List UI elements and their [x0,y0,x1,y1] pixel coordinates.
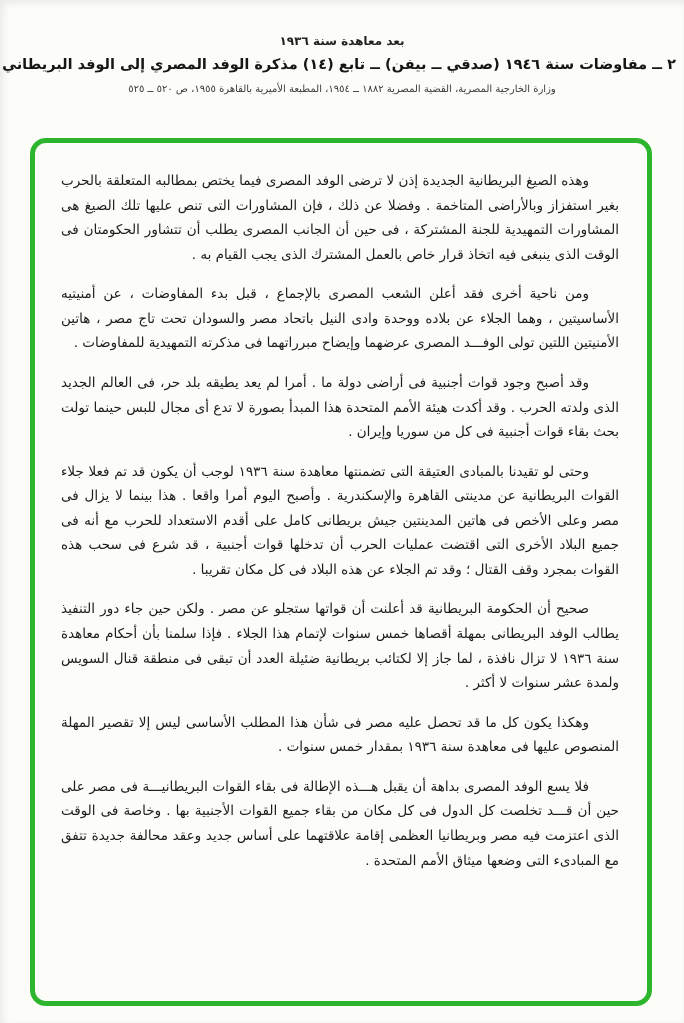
paragraph: وحتى لو تقيدنا بالمبادى العتيقة التى تضمنتها معاهدة سنة ١٩٣٦ لوجب أن يكون قد تم فعلا جلاء القوات البريطانية عن مدينتى القاهرة والإسكندرية . وأصبح اليوم أمرا واقعا . هذا بينما لا يزال فى مصر وعلى الأخص فى هاتين المدينتين جيش بريطانى كامل على أقدم الاستعداد للحرب مع أنه فى جميع البلاد الأخرى التى اقتضت عمليات الحرب أن تدخلها قوات أجنبية ، قد شرع فى سحب هذه القوات بمجرد وقف القتال ؛ وقد تم الجلاء عن هذه البلاد فى كل مكان تقريبا . [61,463,619,578]
paragraph: وقد أصبح وجود قوات أجنبية فى أراضى دولة ما . أمرا لم يعد يطيقه بلد حر، فى العالم الجديد الذى ولدته الحرب . وقد أكدت هيئة الأمم المتحدة هذا المبدأ بصورة لا تدع أى مجال للبس حينما تولت بحث بقاء قوات أجنبية فى كل من سوريا وإيران . [61,374,619,441]
paragraph: وهكذا يكون كل ما قد تحصل عليه مصر فى شأن هذا المطلب الأساسى ليس إلا تقصير المهلة المنصوص عليها فى معاهدة سنة ١٩٣٦ بمقدار خمس سنوات . [61,714,619,756]
highlighted-text-box [30,138,652,1006]
source-citation: وزارة الخارجية المصرية، القضية المصرية ١٨٨٢ ــ ١٩٥٤، المطبعة الأميرية بالقاهرة ١٩٥٥، ص ٥٢٠ ــ ٥٢٥ [128,84,556,95]
paragraph: وهذه الصيغ البريطانية الجديدة إذن لا ترضى الوفد المصرى فيما يختص بمطالبه المتعلقة بالحرب بغير استفزاز وبالأراضى المتاخمة . وفضلا عن ذلك ، فإن المشاورات التى تنص عليها تلك الصيغ هى المشاورات التمهيدية للجنة المشتركة ، فى حين أن الجانب المصرى يطلب أن تتشاور الحكومتان فى الوقت الذى ينبغى فيه اتخاذ قرار خاص بالعمل المشترك الذى يجب القيام به . [61,173,619,263]
running-head: بعد معاهدة سنة ١٩٣٦ [279,34,405,48]
paragraph: فلا يسع الوفد المصرى بداهة أن يقبل هـــذه الإطالة فى بقاء القوات البريطانيـــة فى مصر على حين أن قـــد تخلصت كل الدول فى كل مكان من بقاء جميع القوات الأجنبية بها . وخاصة فى الوقت الذى اعتزمت فيه مصر وبريطانيا العظمى إقامة علاقتهما على أساس جديد وعقد محالفة جديدة تتفق مع المبادىء التى وضعها ميثاق الأمم المتحدة . [61,778,619,869]
document-title: ٢ ــ مفاوضات سنة ١٩٤٦ (صدقي ــ بيفن) ــ تابع (١٤) مذكرة الوفد المصري إلى الوفد البريطاني [2,57,676,73]
paragraph: صحيح أن الحكومة البريطانية قد أعلنت أن قواتها ستجلو عن مصر . ولكن حين جاء دور التنفيذ يطالب الوفد البريطانى بمهلة أقصاها خمس سنوات لإتمام هذا الجلاء . فإذا سلمنا بأن أحكام معاهدة سنة ١٩٣٦ لا تزال نافذة ، لما جاز إلا لكتائب بريطانية ضئيلة العدد أن تبقى فى منطقة قنال السويس ولمدة عشر سنوات لا أكثر . [61,601,619,692]
paragraph: ومن ناحية أخرى فقد أعلن الشعب المصرى بالإجماع ، قبل بدء المفاوضات ، عن أمنيتيه الأساسيتين ، وهما الجلاء عن بلاده ووحدة وادى النيل باتحاد مصر والسودان تحت تاج مصر ، هاتين الأمنيتين اللتين تولى الوفـــد المصرى عرضهما وإيضاح مبرراتهما فى مذكرته التمهيدية للمفاوضات . [61,286,619,352]
